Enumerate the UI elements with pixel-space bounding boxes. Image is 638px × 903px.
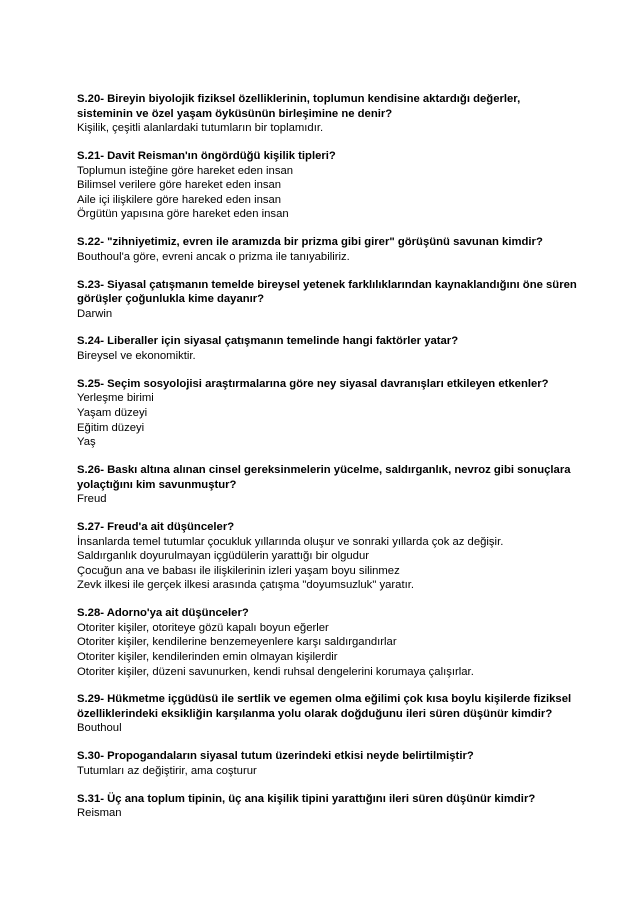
question-text: S.22- "zihniyetimiz, evren ile aramızda bir prizma gibi girer" görüşünü savunan kimdir? — [77, 236, 543, 249]
answer-line: Saldırganlık doyurulmayan içgüdülerin yarattığı bir olgudur — [77, 550, 369, 563]
answer-line: Darwin — [77, 307, 113, 320]
question-text: S.27- Freud'a ait düşünceler? — [77, 520, 235, 533]
question-text: S.23- Siyasal çatışmanın temelde bireysel yetenek farklılıklarından kaynaklandığını öne süren görüşler çoğunlukla kime dayanır? — [77, 278, 577, 306]
answer-line: Otoriter kişiler, kendilerine benzemeyenlere karşı saldırgandırlar — [77, 636, 397, 649]
question-text: S.31- Üç ana toplum tipinin, üç ana kişilik tipini yarattığını ileri süren düşünür kimdir? — [77, 792, 536, 805]
answer-line: Eğitim düzeyi — [77, 421, 145, 434]
answer-line: Yaş — [77, 436, 96, 449]
answer-line: Aile içi ilişkilere göre hareked eden insan — [77, 193, 282, 206]
qa-item — [77, 377, 577, 450]
answer-line: Reisman — [77, 807, 122, 820]
answer-line: İnsanlarda temel tutumlar çocukluk yıllarında oluşur ve sonraki yıllarda çok az değişir. — [77, 535, 504, 548]
question-text: S.30- Propogandaların siyasal tutum üzerindeki etkisi neyde belirtilmiştir? — [77, 750, 474, 763]
answer-line: Bilimsel verilere göre hareket eden insan — [77, 179, 282, 192]
answer-line: Çocuğun ana ve babası ile ilişkilerinin izleri yaşam boyu silinmez — [77, 564, 400, 577]
question-text: S.25- Seçim sosyolojisi araştırmalarına göre ney siyasal davranışları etkileyen etkenler? — [77, 377, 549, 390]
qa-item — [77, 792, 577, 821]
answer-line: Kişilik, çeşitli alanlardaki tutumların bir toplamıdır. — [77, 122, 324, 135]
answer-line: Tutumları az değiştirir, ama coşturur — [77, 764, 257, 777]
answer-line: Otoriter kişiler, kendilerinden emin olmayan kişilerdir — [77, 650, 338, 663]
answer-line: Örgütün yapısına göre hareket eden insan — [77, 208, 289, 221]
answer-line: Otoriter kişiler, otoriteye gözü kapalı boyun eğerler — [77, 621, 329, 634]
document-page — [77, 92, 577, 834]
question-text: S.24- Liberaller için siyasal çatışmanın temelinde hangi faktörler yatar? — [77, 335, 459, 348]
answer-line: Bouthoul — [77, 722, 122, 735]
answer-line: Yerleşme birimi — [77, 392, 154, 405]
answer-line: Bouthoul'a göre, evreni ancak o prizma ile tanıyabiliriz. — [77, 250, 350, 263]
question-text: S.20- Bireyin biyolojik fiziksel özelliklerinin, toplumun kendisine aktardığı değerler, sisteminin ve özel yaşam öyküsünün birleşimine ne denir? — [77, 93, 521, 120]
qa-item — [77, 606, 577, 679]
qa-item — [77, 278, 577, 322]
answer-line: Freud — [77, 493, 107, 506]
qa-item — [77, 520, 577, 593]
answer-line: Bireysel ve ekonomiktir. — [77, 350, 196, 363]
question-text: S.28- Adorno'ya ait düşünceler? — [77, 607, 249, 620]
qa-item — [77, 692, 577, 736]
question-text: S.21- Davit Reisman'ın öngördüğü kişilik tipleri? — [77, 149, 336, 162]
answer-line: Toplumun isteğine göre hareket eden insan — [77, 164, 294, 177]
question-text: S.26- Baskı altına alınan cinsel gereksinmelerin yücelme, saldırganlık, nevroz gibi sonuçlara yolaçtığını kim savunmuştur? — [77, 464, 571, 491]
answer-line: Yaşam düzeyi — [77, 407, 148, 420]
answer-line: Otoriter kişiler, düzeni savunurken, kendi ruhsal dengelerini korumaya çalışırlar. — [77, 665, 474, 678]
question-text: S.29- Hükmetme içgüdüsü ile sertlik ve egemen olma eğilimi çok kısa boylu kişilerde fiziksel özelliklerindeki eksikliğin karşılanma yolu olarak doğduğunu ileri süren düşünür kimdir? — [77, 693, 572, 720]
qa-item — [77, 92, 577, 136]
qa-item — [77, 149, 577, 222]
qa-item — [77, 749, 577, 778]
qa-item — [77, 463, 577, 507]
answer-line: Zevk ilkesi ile gerçek ilkesi arasında çatışma "doyumsuzluk" yaratır. — [77, 579, 415, 592]
qa-item — [77, 334, 577, 363]
qa-item — [77, 235, 577, 264]
